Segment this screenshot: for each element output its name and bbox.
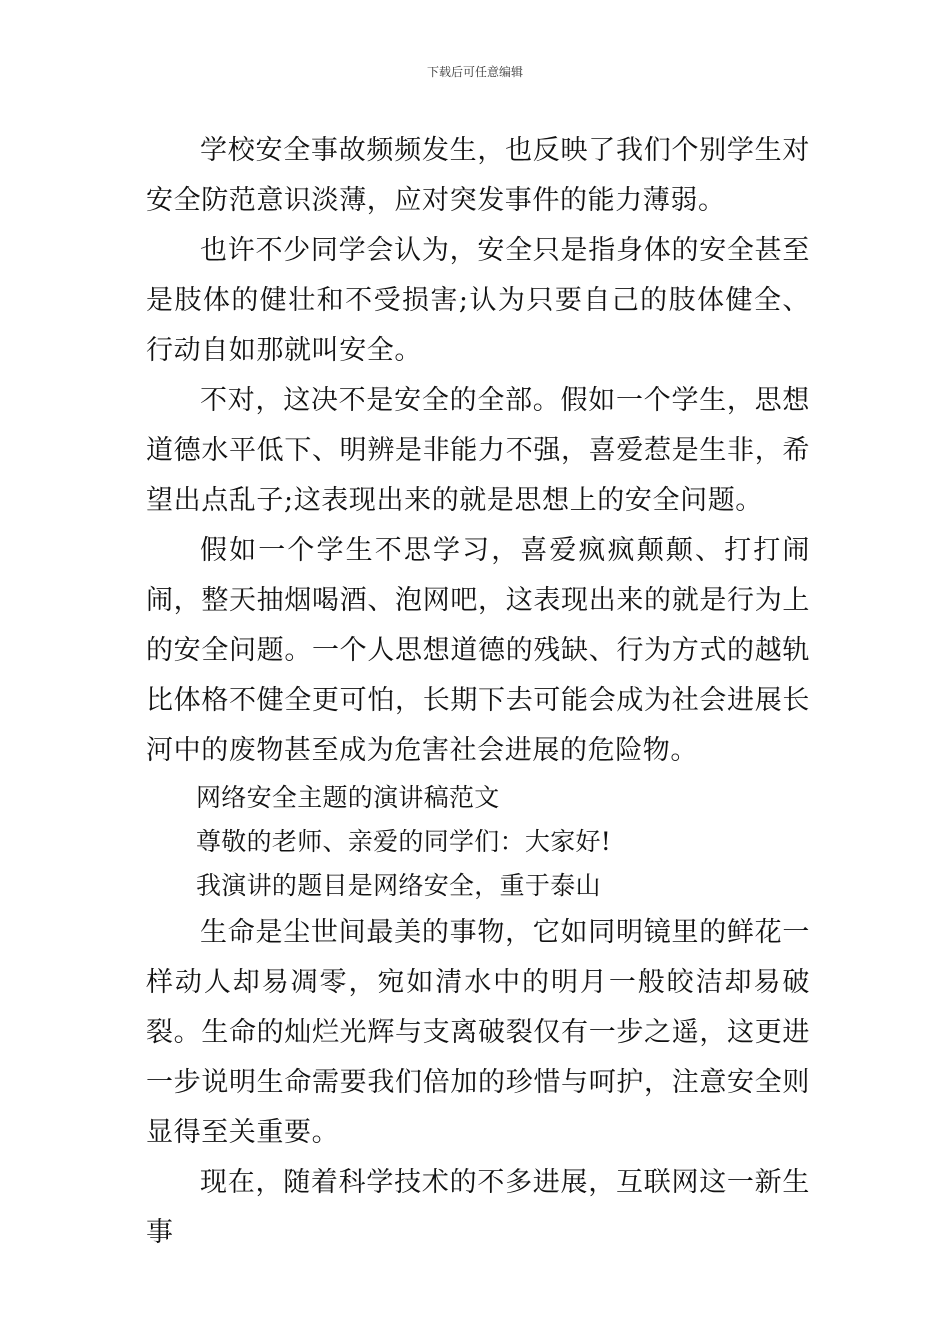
paragraph: 也许不少同学会认为，安全只是指身体的安全甚至是肢体的健壮和不受损害;认为只要自己的肢体健全、行动自如那就叫安全。: [146, 235, 810, 366]
page-header: 下载后可任意编辑: [426, 65, 523, 79]
paragraph: 不对，这决不是安全的全部。假如一个学生，思想道德水平低下、明辨是非能力不强，喜爱惹是生非，希望出点乱子;这表现出来的就是思想上的安全问题。: [146, 385, 810, 516]
paragraph: 生命是尘世间最美的事物，它如同明镜里的鲜花一样动人却易凋零，宛如清水中的明月一般皎洁却易破裂。生命的灿烂光辉与支离破裂仅有一步之遥，这更进一步说明生命需要我们倍加的珍惜与呵护，注意安全则显得至关重要。: [146, 917, 810, 1148]
paragraph: 现在，随着科学技术的不多进展，互联网这一新生事: [146, 1167, 810, 1248]
document-body: [146, 126, 810, 1258]
paragraph: 学校安全事故频频发生，也反映了我们个别学生对安全防范意识淡薄，应对突发事件的能力薄弱。: [146, 135, 810, 216]
speech-topic: 我演讲的题目是网络安全，重于泰山: [196, 871, 601, 900]
section-title: 网络安全主题的演讲稿范文: [196, 783, 500, 812]
paragraph: 假如一个学生不思学习，喜爱疯疯颠颠、打打闹闹，整天抽烟喝酒、泡网吧，这表现出来的就是行为上的安全问题。一个人思想道德的残缺、行为方式的越轨比体格不健全更可怕，长期下去可能会成为社会进展长河中的废物甚至成为危害社会进展的危险物。: [146, 535, 810, 766]
salutation: 尊敬的老师、亲爱的同学们：大家好!: [196, 827, 612, 856]
